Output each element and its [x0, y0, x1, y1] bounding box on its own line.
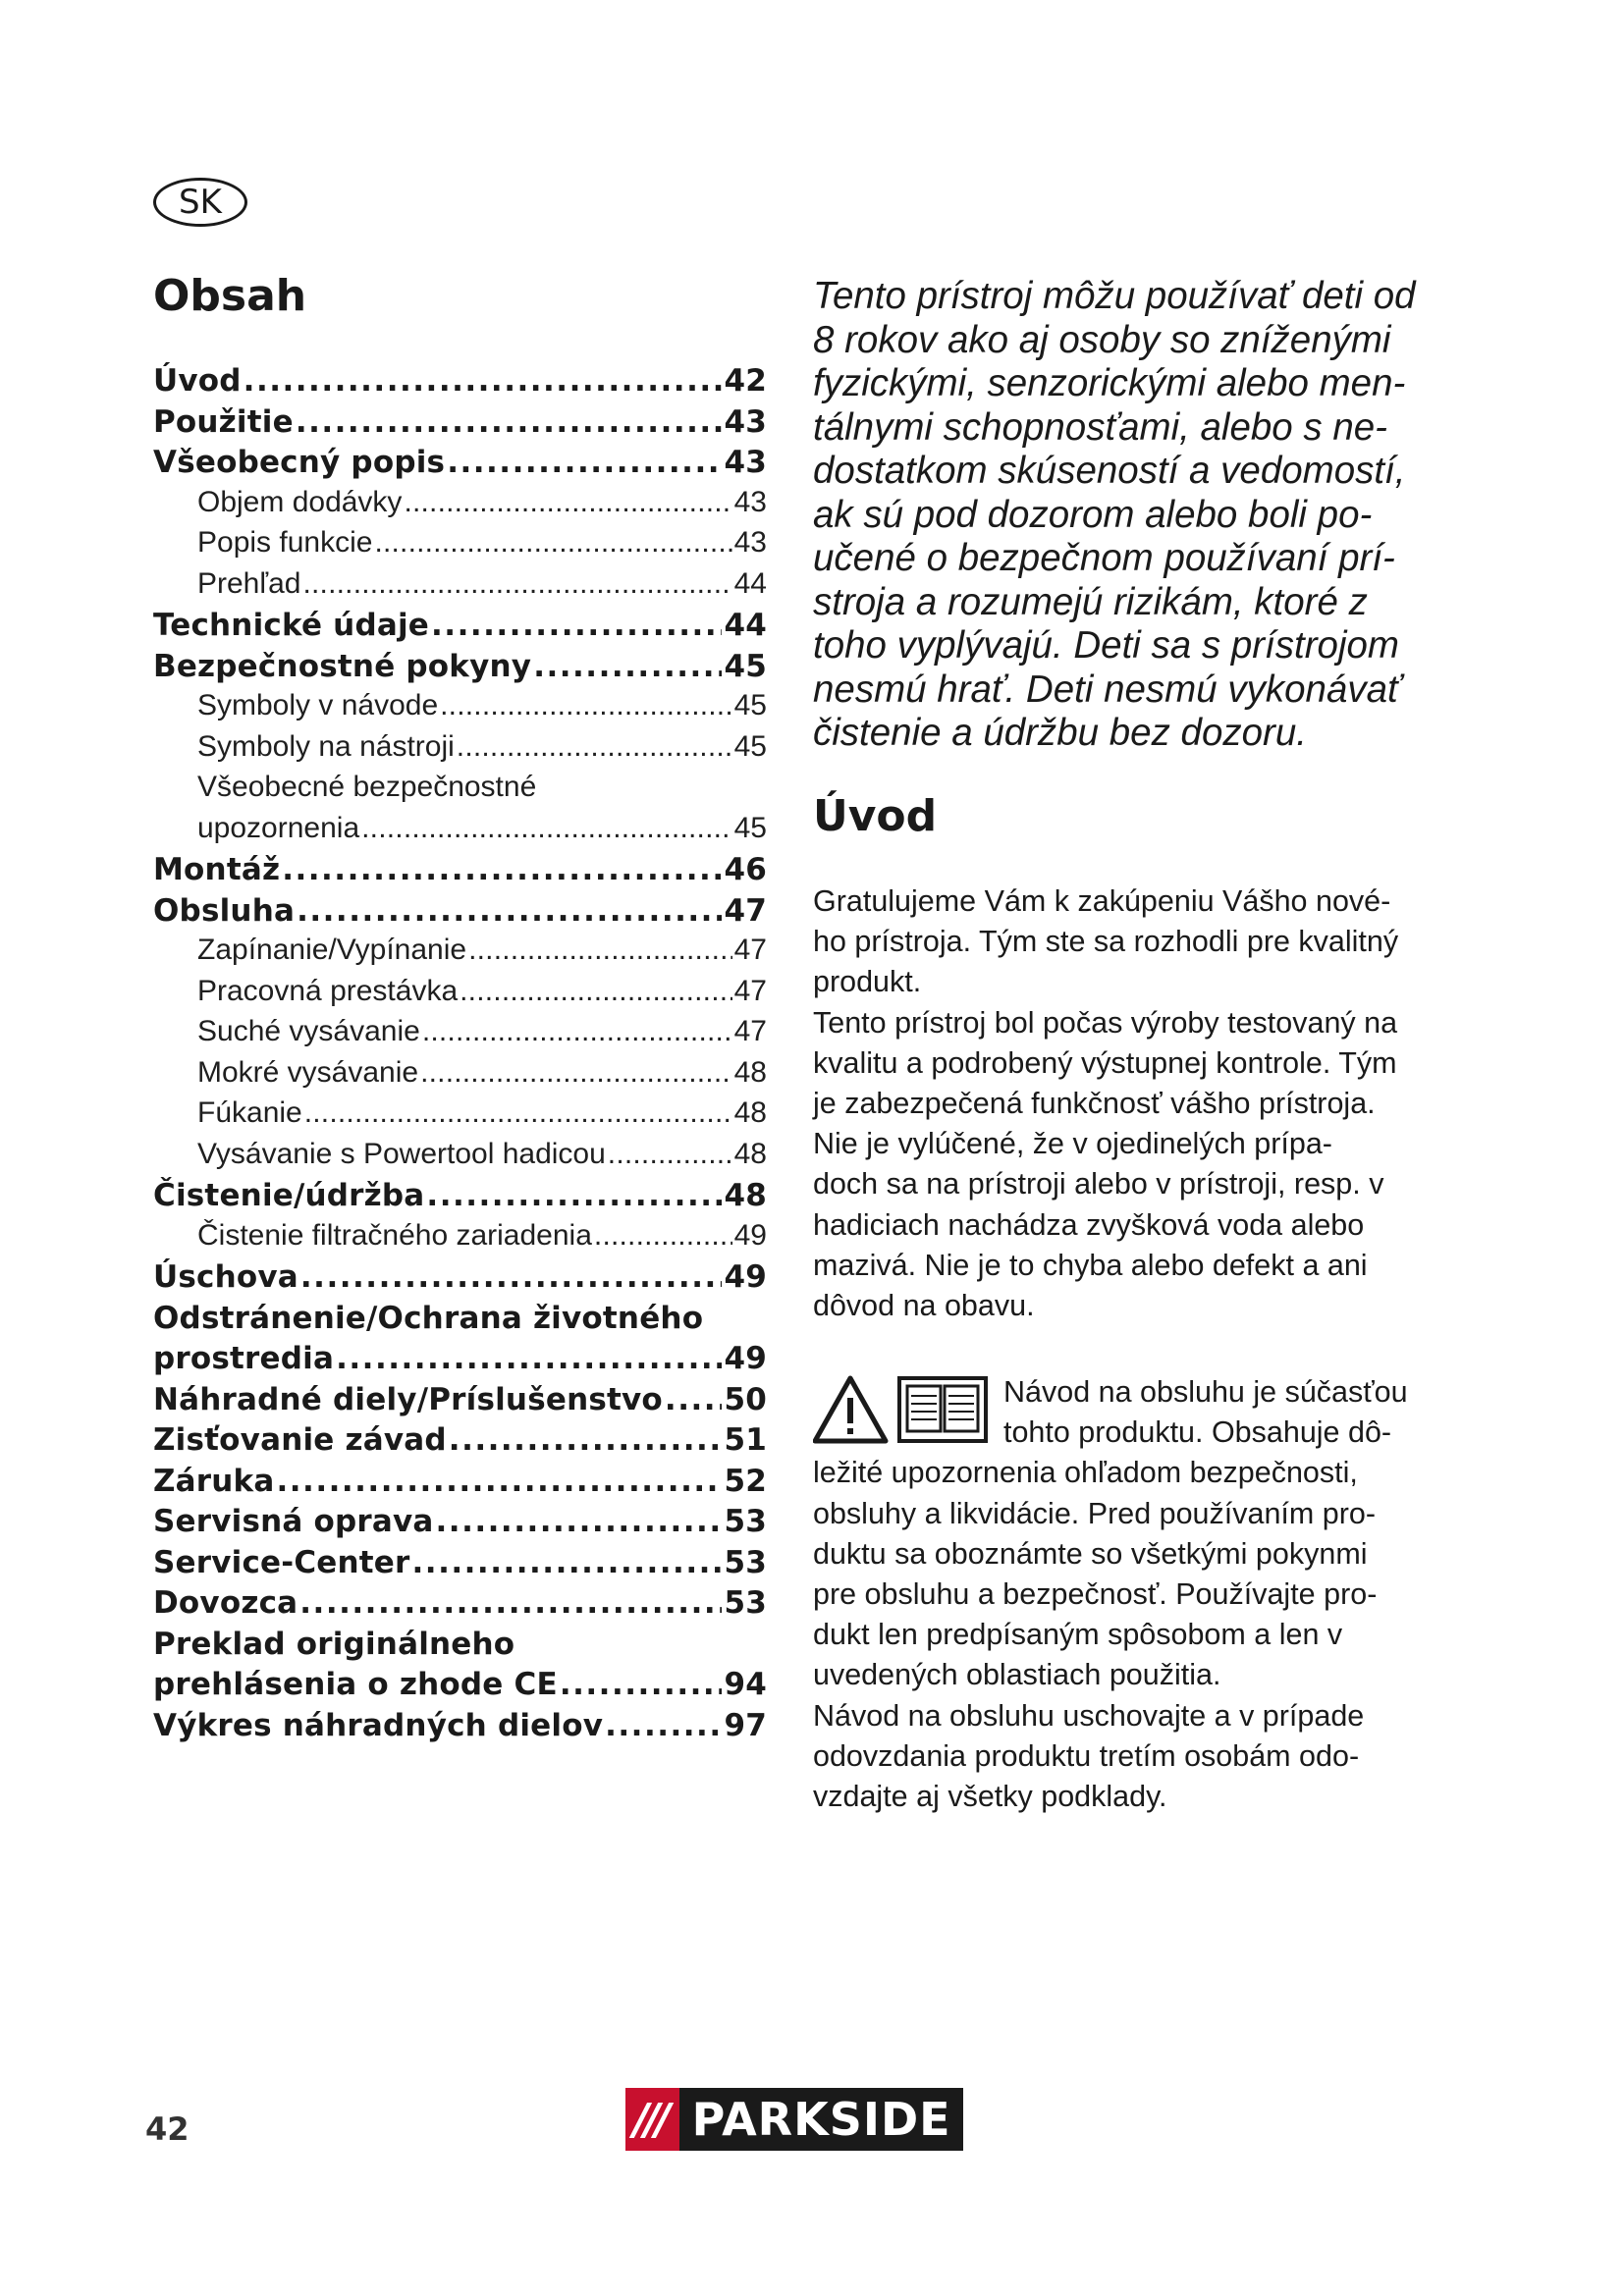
text-line: 8 rokov ako aj osoby so zníženými [813, 318, 1391, 361]
toc-entry [153, 1585, 767, 1627]
toc-leader-dots [457, 730, 732, 764]
toc-entry-page: 50 [724, 1381, 767, 1417]
toc-leader-dots [431, 608, 722, 643]
toc-entry [153, 1301, 767, 1342]
toc-leader-dots [460, 975, 731, 1008]
toc-entry [153, 689, 767, 730]
toc-entry-page: 49 [724, 1259, 767, 1295]
toc-entry-page: 53 [724, 1504, 767, 1539]
table-of-contents [153, 363, 767, 1748]
toc-entry-label: Zapínanie/Vypínanie [197, 934, 467, 966]
toc-entry [153, 404, 767, 446]
toc-entry-page: 51 [724, 1422, 767, 1458]
toc-leader-dots [608, 1138, 732, 1171]
toc-leader-dots [374, 526, 731, 560]
toc-leader-dots [302, 567, 731, 601]
toc-entry-label: Výkres náhradných dielov [153, 1707, 604, 1743]
toc-leader-dots [594, 1219, 732, 1253]
toc-leader-dots [468, 934, 732, 967]
toc-entry-label: Popis funkcie [197, 526, 373, 559]
toc-title: Obsah [153, 271, 307, 321]
text-line: mazivá. Nie je to chyba alebo defekt a ani [813, 1248, 1368, 1282]
toc-entry-label: Servisná oprava [153, 1504, 434, 1539]
toc-entry-label: Mokré vysávanie [197, 1055, 419, 1089]
note-icons [813, 1372, 996, 1449]
toc-entry [153, 445, 767, 486]
text-line: odovzdania produktu tretím osobám odo- [813, 1738, 1360, 1773]
toc-entry [153, 812, 767, 853]
toc-entry-page: 49 [733, 1218, 767, 1252]
toc-entry-label: Service-Center [153, 1544, 410, 1580]
toc-entry-label: Vysávanie s Powertool hadicou [197, 1137, 606, 1170]
toc-entry-label: Obsluha [153, 892, 296, 929]
warning-triangle-icon [815, 1378, 886, 1441]
toc-entry [153, 1627, 767, 1668]
toc-leader-dots [282, 852, 722, 887]
toc-entry [153, 486, 767, 527]
toc-entry [153, 1422, 767, 1464]
toc-entry-page: 45 [733, 811, 767, 844]
toc-entry-page: 45 [724, 648, 767, 684]
text-line: Tento prístroj bol počas výroby testovaný na [813, 1005, 1398, 1040]
toc-entry-label: Zisťovanie závad [153, 1422, 447, 1458]
text-line: stroja a rozumejú rizikám, ktoré z [813, 580, 1368, 623]
toc-entry [153, 567, 767, 609]
text-line: dukt len predpísaným spôsobom a len v [813, 1618, 1343, 1652]
toc-entry-page: 97 [724, 1707, 767, 1743]
text-line: produkt. [813, 965, 922, 999]
toc-leader-dots [605, 1708, 722, 1743]
text-line: tohto produktu. Obsahuje dô- [1003, 1415, 1392, 1450]
toc-entry-page: 43 [733, 526, 767, 559]
toc-entry-label: Suché vysávanie [197, 1015, 420, 1047]
toc-entry-label: Bezpečnostné pokyny [153, 648, 532, 684]
toc-entry [153, 526, 767, 567]
toc-entry-label: Pracovná prestávka [197, 974, 459, 1007]
text-line: učené o bezpečnom používaní prí- [813, 537, 1395, 579]
section-title-uvod: Úvod [813, 791, 938, 841]
text-line: ak sú pod dozorom alebo boli po- [813, 493, 1373, 536]
child-safety-notice [813, 275, 1441, 756]
toc-entry-page: 47 [733, 934, 767, 966]
text-line: dostatkom skúseností a vedomostí, [813, 450, 1406, 492]
toc-entry [153, 1056, 767, 1097]
toc-entry-page: 45 [733, 729, 767, 763]
text-line: doch sa na prístroji alebo v prístroji, resp. v [813, 1167, 1384, 1201]
toc-entry [153, 1341, 767, 1382]
toc-entry-page: 47 [724, 892, 767, 929]
toc-leader-dots [296, 404, 723, 440]
toc-entry-page: 49 [724, 1341, 767, 1376]
toc-entry-label: Záruka [153, 1463, 275, 1499]
toc-entry-page: 48 [733, 1137, 767, 1170]
toc-entry-label: Fúkanie [197, 1096, 302, 1129]
intro-block [813, 275, 1441, 756]
toc-leader-dots [297, 893, 722, 929]
toc-entry [153, 1464, 767, 1505]
toc-leader-dots [304, 1096, 732, 1130]
toc-entry-label: Preklad originálneho [153, 1626, 515, 1662]
toc-entry-label: Použitie [153, 403, 294, 440]
toc-entry-label: Symboly na nástroji [197, 729, 455, 763]
toc-entry [153, 730, 767, 772]
toc-entry-page: 44 [724, 608, 767, 643]
toc-entry [153, 649, 767, 690]
toc-entry [153, 852, 767, 893]
toc-entry-page: 42 [724, 363, 767, 399]
toc-entry-label: Čistenie/údržba [153, 1178, 425, 1213]
toc-leader-dots [422, 1015, 732, 1048]
toc-entry-page: 48 [733, 1096, 767, 1129]
toc-entry-label: Odstránenie/Ochrana životného [153, 1300, 704, 1336]
logo-wordmark: PARKSIDE [679, 2088, 963, 2151]
toc-entry [153, 771, 767, 812]
toc-entry-label: Prehľad [197, 566, 301, 600]
text-line: vzdajte aj všetky podklady. [813, 1780, 1167, 1814]
toc-entry-page: 45 [733, 689, 767, 721]
text-line: ležité upozornenia ohľadom bezpečnosti, [813, 1456, 1358, 1490]
toc-leader-dots [361, 812, 731, 845]
toc-entry [153, 893, 767, 934]
toc-entry-label: Všeobecný popis [153, 445, 446, 480]
text-line: Gratulujeme Vám k zakúpeniu Vášho nové- [813, 884, 1391, 918]
toc-entry-page: 43 [733, 485, 767, 518]
toc-entry [153, 934, 767, 975]
toc-entry [153, 1545, 767, 1586]
toc-entry-label: Symboly v návode [197, 689, 439, 721]
text-line: Nie je vylúčené, že v ojedinelých prípa- [813, 1127, 1332, 1161]
toc-entry-page: 47 [733, 1015, 767, 1047]
toc-entry [153, 1015, 767, 1056]
text-line: hadiciach nachádza zvyšková voda alebo [813, 1207, 1365, 1242]
toc-entry-label: Všeobecné bezpečnostné [197, 771, 537, 803]
toc-leader-dots [440, 689, 731, 722]
toc-entry-label: prostredia [153, 1341, 335, 1376]
text-line: fyzickými, senzorickými alebo men- [813, 362, 1406, 404]
toc-entry [153, 1096, 767, 1138]
language-badge: SK [153, 178, 247, 227]
text-line: duktu sa oboznámte so všetkými pokynmi [813, 1536, 1368, 1571]
toc-entry-page: 48 [724, 1178, 767, 1213]
toc-leader-dots [244, 363, 723, 399]
toc-entry [153, 1259, 767, 1301]
toc-entry-label: Technické údaje [153, 608, 430, 643]
toc-entry [153, 1504, 767, 1545]
toc-entry-page: 43 [724, 445, 767, 480]
page-number: 42 [145, 2110, 189, 2148]
text-line: čistenie a údržbu bez dozoru. [813, 712, 1307, 754]
intro-paragraph [813, 881, 1441, 1326]
toc-leader-dots [447, 445, 722, 480]
text-line: Tento prístroj môžu používať deti od [813, 275, 1416, 317]
text-line: uvedených oblastiach použitia. [813, 1658, 1221, 1692]
toc-entry-label: prehlásenia o zhode CE [153, 1667, 558, 1702]
toc-leader-dots [426, 1178, 722, 1213]
toc-entry [153, 1708, 767, 1749]
toc-entry-page: 46 [724, 852, 767, 887]
toc-entry-page: 94 [724, 1667, 767, 1702]
toc-entry-page: 53 [724, 1585, 767, 1621]
toc-entry-page: 48 [733, 1055, 767, 1089]
toc-entry-page: 47 [733, 974, 767, 1007]
toc-leader-dots [560, 1667, 723, 1702]
toc-leader-dots [420, 1056, 732, 1090]
toc-entry-label: Úvod [153, 363, 242, 399]
text-line: Návod na obsluhu uschovajte a v prípade [813, 1698, 1365, 1733]
toc-entry-page: 52 [724, 1463, 767, 1499]
toc-leader-dots [436, 1504, 723, 1539]
toc-entry [153, 1219, 767, 1260]
logo-slashes: /// [633, 2094, 667, 2145]
text-line: ho prístroja. Tým ste sa rozhodli pre kvalitný [813, 925, 1399, 959]
text-line: tálnymi schopnosťami, alebo s ne- [813, 405, 1388, 449]
toc-leader-dots [300, 1259, 723, 1295]
toc-leader-dots [299, 1585, 722, 1621]
toc-leader-dots [412, 1545, 723, 1580]
text-line: toho vyplývajú. Deti sa s prístrojom [813, 624, 1399, 667]
text-line: Návod na obsluhu je súčasťou [1003, 1375, 1408, 1409]
toc-leader-dots [404, 486, 731, 519]
text-line: dôvod na obavu. [813, 1289, 1035, 1323]
toc-entry-page: 43 [724, 403, 767, 440]
text-line: je zabezpečená funkčnosť vášho prístroja. [813, 1087, 1376, 1121]
parkside-logo [625, 2088, 963, 2151]
toc-entry [153, 608, 767, 649]
text-line: obsluhy a likvidácie. Pred používaním pro- [813, 1496, 1377, 1530]
toc-entry [153, 1667, 767, 1708]
manual-book-icon [899, 1378, 986, 1441]
toc-entry [153, 363, 767, 404]
toc-entry-label: Dovozca [153, 1585, 298, 1621]
toc-leader-dots [533, 649, 722, 684]
toc-entry-label: Objem dodávky [197, 485, 403, 518]
toc-leader-dots [277, 1464, 723, 1499]
toc-entry-page: 44 [733, 566, 767, 600]
toc-entry-label: Čistenie filtračného zariadenia [197, 1218, 592, 1252]
toc-leader-dots [336, 1341, 722, 1376]
toc-entry-label: Montáž [153, 852, 281, 887]
toc-entry [153, 1138, 767, 1179]
toc-entry [153, 975, 767, 1016]
toc-leader-dots [449, 1422, 723, 1458]
toc-entry-label: Úschova [153, 1259, 298, 1295]
toc-leader-dots [665, 1382, 723, 1417]
toc-entry-label: Náhradné diely/Príslušenstvo [153, 1381, 663, 1417]
manual-note [813, 1372, 1441, 1817]
toc-entry-page: 53 [724, 1544, 767, 1580]
toc-entry [153, 1178, 767, 1219]
toc-entry [153, 1382, 767, 1423]
text-line: kvalitu a podrobený výstupnej kontrole. Tým [813, 1045, 1397, 1080]
text-line: pre obsluhu a bezpečnosť. Používajte pro- [813, 1577, 1378, 1612]
toc-entry-label: upozornenia [197, 811, 360, 844]
text-line: nesmú hrať. Deti nesmú vykonávať [813, 667, 1401, 711]
